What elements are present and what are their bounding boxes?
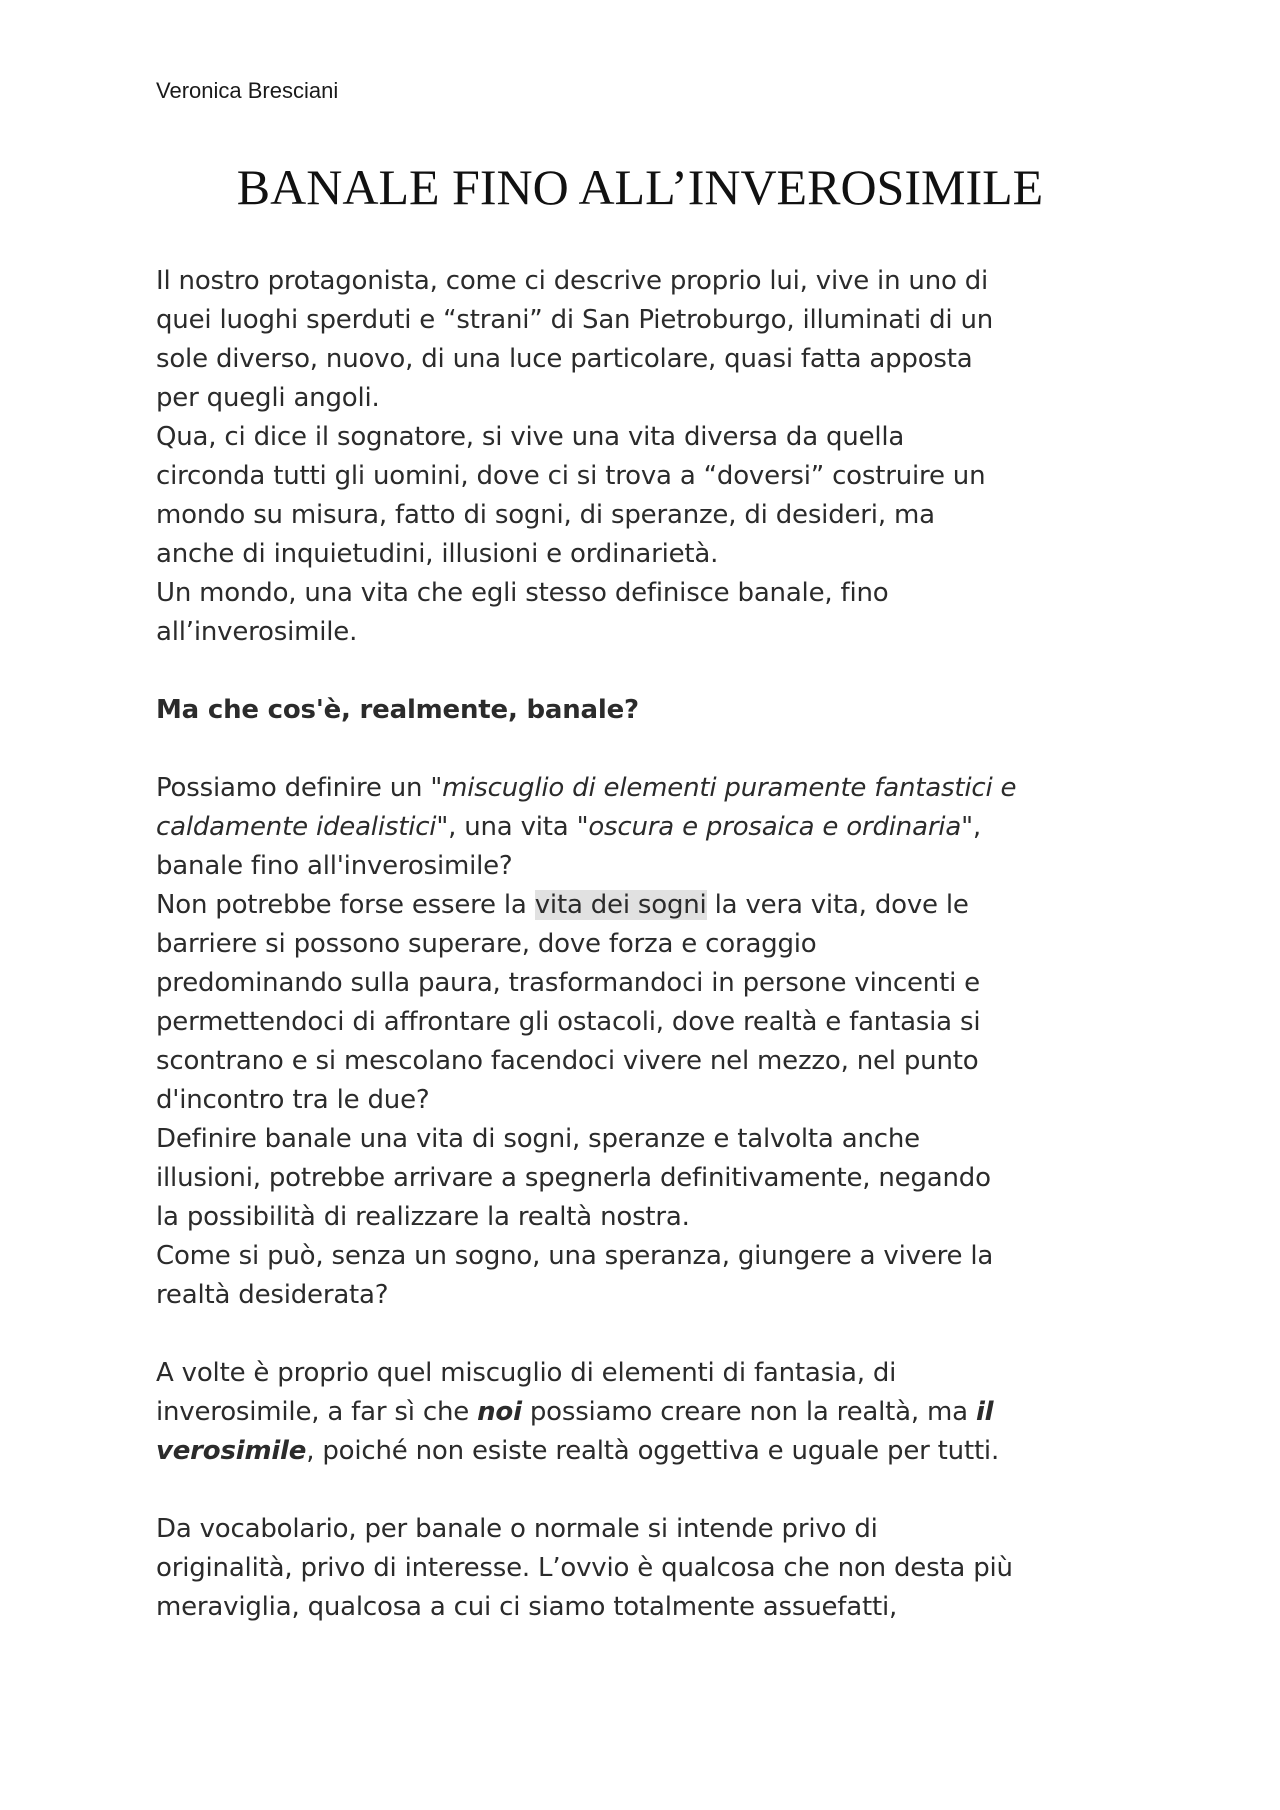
text-line [156,808,1156,847]
paragraph-spacer [156,652,1156,691]
emphasis-text: noi [477,1397,522,1427]
section-question: Ma che cos'è, realmente, banale? [156,695,639,725]
text-run: , [972,812,981,842]
text-line: scontrano e si mescolano facendoci vivere nel mezzo, nel punto [156,1046,979,1076]
text-line: A volte è proprio quel miscuglio di elementi di fantasia, di [156,1358,897,1388]
text-line: Come si può, senza un sogno, una speranza, giungere a vivere la [156,1241,994,1271]
text-line: circonda tutti gli uomini, dove ci si trova a “doversi” costruire un [156,461,986,491]
text-run: , poiché non esiste realtà oggettiva e uguale per tutti. [306,1436,1000,1466]
text-line: mondo su misura, fatto di sogni, di speranze, di desideri, ma [156,500,935,530]
text-line: anche di inquietudini, illusioni e ordinarietà. [156,539,719,569]
text-run: possiamo creare non la realtà, ma [521,1397,976,1427]
text-line: quei luoghi sperduti e “strani” di San Pietroburgo, illuminati di un [156,305,994,335]
text-line: sole diverso, nuovo, di una luce particolare, quasi fatta apposta [156,344,973,374]
emphasis-text: il [975,1397,994,1427]
text-line [156,769,1156,808]
highlighted-text: vita dei sogni [534,890,707,920]
text-line: Un mondo, una vita che egli stesso definisce banale, fino [156,578,889,608]
text-run: inverosimile, a far sì che [156,1397,478,1427]
text-line: originalità, privo di interesse. L’ovvio è qualcosa che non desta più [156,1553,1013,1583]
text-line: predominando sulla paura, trasformandoci in persone vincenti e [156,968,980,998]
text-line: per quegli angoli. [156,383,380,413]
paragraph-intro [156,262,1156,652]
text-line: Qua, ci dice il sognatore, si vive una vita diversa da quella [156,422,905,452]
text-line: Da vocabolario, per banale o normale si intende privo di [156,1514,878,1544]
document-title: BANALE FINO ALL’INVEROSIMILE [236,159,1044,215]
text-line [156,1432,1156,1471]
quote-text: "miscuglio di elementi puramente fantastici e [430,773,1017,803]
text-run: , una vita [448,812,577,842]
paragraph-reflection [156,769,1156,1315]
paragraph-definition [156,1510,1156,1627]
text-run: Possiamo definire un [156,773,431,803]
text-line: all’inverosimile. [156,617,358,647]
paragraph-spacer [156,730,1156,769]
text-run: la vera vita, dove le [706,890,969,920]
text-line: Il nostro protagonista, come ci descrive proprio lui, vive in uno di [156,266,989,296]
emphasis-text: verosimile [156,1436,307,1466]
paragraph-spacer [156,1471,1156,1510]
paragraph-spacer [156,1315,1156,1354]
document-body [156,262,1156,1627]
quote-text: caldamente idealistici" [156,812,449,842]
author-name: Veronica Bresciani [156,78,339,103]
text-line: permettendoci di affrontare gli ostacoli, dove realtà e fantasia si [156,1007,981,1037]
text-line: barriere si possono superare, dove forza e coraggio [156,929,817,959]
text-line: illusioni, potrebbe arrivare a spegnerla definitivamente, negando [156,1163,991,1193]
text-line: meraviglia, qualcosa a cui ci siamo totalmente assuefatti, [156,1592,898,1622]
paragraph-verosimile [156,1354,1156,1471]
text-line: la possibilità di realizzare la realtà nostra. [156,1202,690,1232]
text-run: Non potrebbe forse essere la [156,890,535,920]
text-line: banale fino all'inverosimile? [156,851,513,881]
quote-text: "oscura e prosaica e ordinaria" [576,812,973,842]
text-line: d'incontro tra le due? [156,1085,430,1115]
text-line [156,886,1156,925]
text-line: realtà desiderata? [156,1280,389,1310]
text-line [156,1393,1156,1432]
text-line: Definire banale una vita di sogni, speranze e talvolta anche [156,1124,920,1154]
